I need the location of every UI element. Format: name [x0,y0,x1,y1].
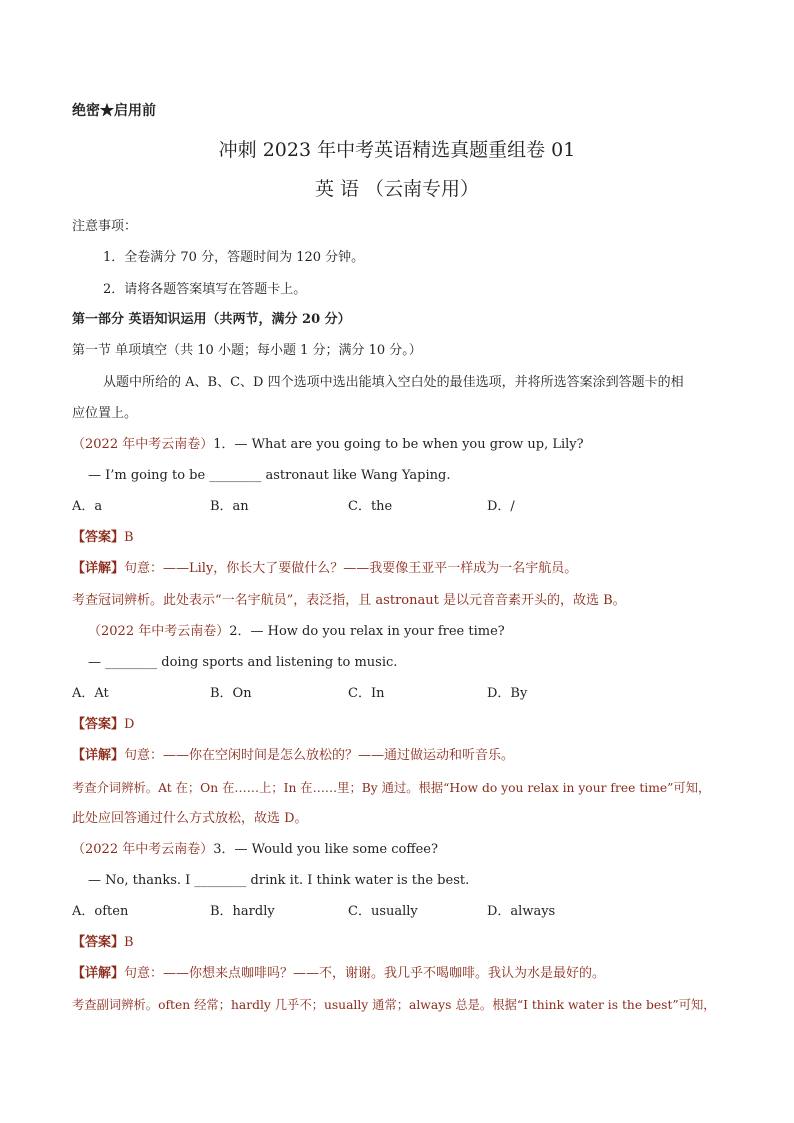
question-text: 3．— Would you like some coffee? [213,842,438,857]
detail-text: 句意：——你在空闲时间是怎么放松的？——通过做运动和听音乐。 [124,748,515,763]
question-stem [88,623,505,641]
detail-label: 【详解】 [72,561,125,576]
detail-text: 句意：——Lily，你长大了要做什么？——我要像王亚平一样成为一名宇航员。 [124,561,578,576]
answer-value: D [124,717,135,732]
question-source: （2022 年中考云南卷） [72,842,214,857]
option-d: D．always [487,904,556,919]
option-c: C．In [348,686,385,701]
detail-label: 【详解】 [72,966,125,981]
question-reply: — I’m going to be ________ astronaut like Wang Yaping. [88,468,451,483]
question-reply: — ________ doing sports and listening to music. [88,655,398,670]
secret-mark: 绝密★启用前 [72,103,156,119]
notice-item: 1．全卷满分 70 分，答题时间为 120 分钟。 [103,250,365,265]
question-text: 1．— What are you going to be when you grow up, Lily? [213,437,584,452]
answer-value: B [124,935,134,950]
detail-line [72,560,577,578]
detail-line [72,965,605,983]
notice-item: 2．请将各题答案填写在答题卡上。 [103,282,307,297]
question-source: （2022 年中考云南卷） [72,437,214,452]
question-text: 2．— How do you relax in your free time? [229,624,505,639]
section-heading: 第一节 单项填空（共 10 小题；每小题 1 分；满分 10 分。） [72,343,422,358]
detail-text: 考查冠词辨析。此处表示“一名宇航员”，表泛指，且 astronaut 是以元音音素开头的，故选 B。 [72,593,626,608]
question-stem [72,841,438,859]
option-d: D．/ [487,499,515,514]
part-heading: 第一部分 英语知识运用（共两节，满分 20 分） [72,312,351,327]
question-stem [72,436,584,454]
answer-value: B [124,530,134,545]
detail-label: 【详解】 [72,748,125,763]
answer-label: 【答案】 [72,717,125,732]
detail-text: 句意：——你想来点咖啡吗？——不，谢谢。我几乎不喝咖啡。我认为水是最好的。 [124,966,606,981]
option-b: B．hardly [210,904,275,919]
answer-line [72,529,134,547]
instruction-text: 从题中所给的 A、B、C、D 四个选项中选出能填入空白处的最佳选项，并将所选答案涂到答题卡的相 [103,375,684,390]
exam-title: 冲刺 2023 年中考英语精选真题重组卷 01 [218,139,576,161]
detail-text: 此处应回答通过什么方式放松，故选 D。 [72,811,308,826]
option-b: B．an [210,499,249,514]
notice-heading: 注意事项： [72,219,138,234]
option-b: B．On [210,686,252,701]
detail-text: 考查介词辨析。At 在；On 在……上；In 在……里；By 通过。根据“How do you relax in your free time”可知， [72,781,711,795]
answer-line [72,716,134,734]
option-c: C．the [348,499,393,514]
option-a: A．At [72,686,109,701]
answer-line [72,934,134,952]
option-d: D．By [487,686,528,701]
question-reply: — No, thanks. I ________ drink it. I think water is the best. [88,873,470,888]
instruction-text: 应位置上。 [72,406,138,421]
detail-text: 考查副词辨析。often 经常；hardly 几乎不；usually 通常；always 总是。根据“I think water is the best”可知， [72,998,716,1012]
exam-subtitle: 英 语 （云南专用） [314,178,480,200]
answer-label: 【答案】 [72,530,125,545]
detail-line [72,747,514,765]
answer-label: 【答案】 [72,935,125,950]
question-source: （2022 年中考云南卷） [88,624,230,639]
option-a: A．a [72,499,103,514]
option-c: C．usually [348,904,418,919]
option-a: A．often [72,904,129,919]
